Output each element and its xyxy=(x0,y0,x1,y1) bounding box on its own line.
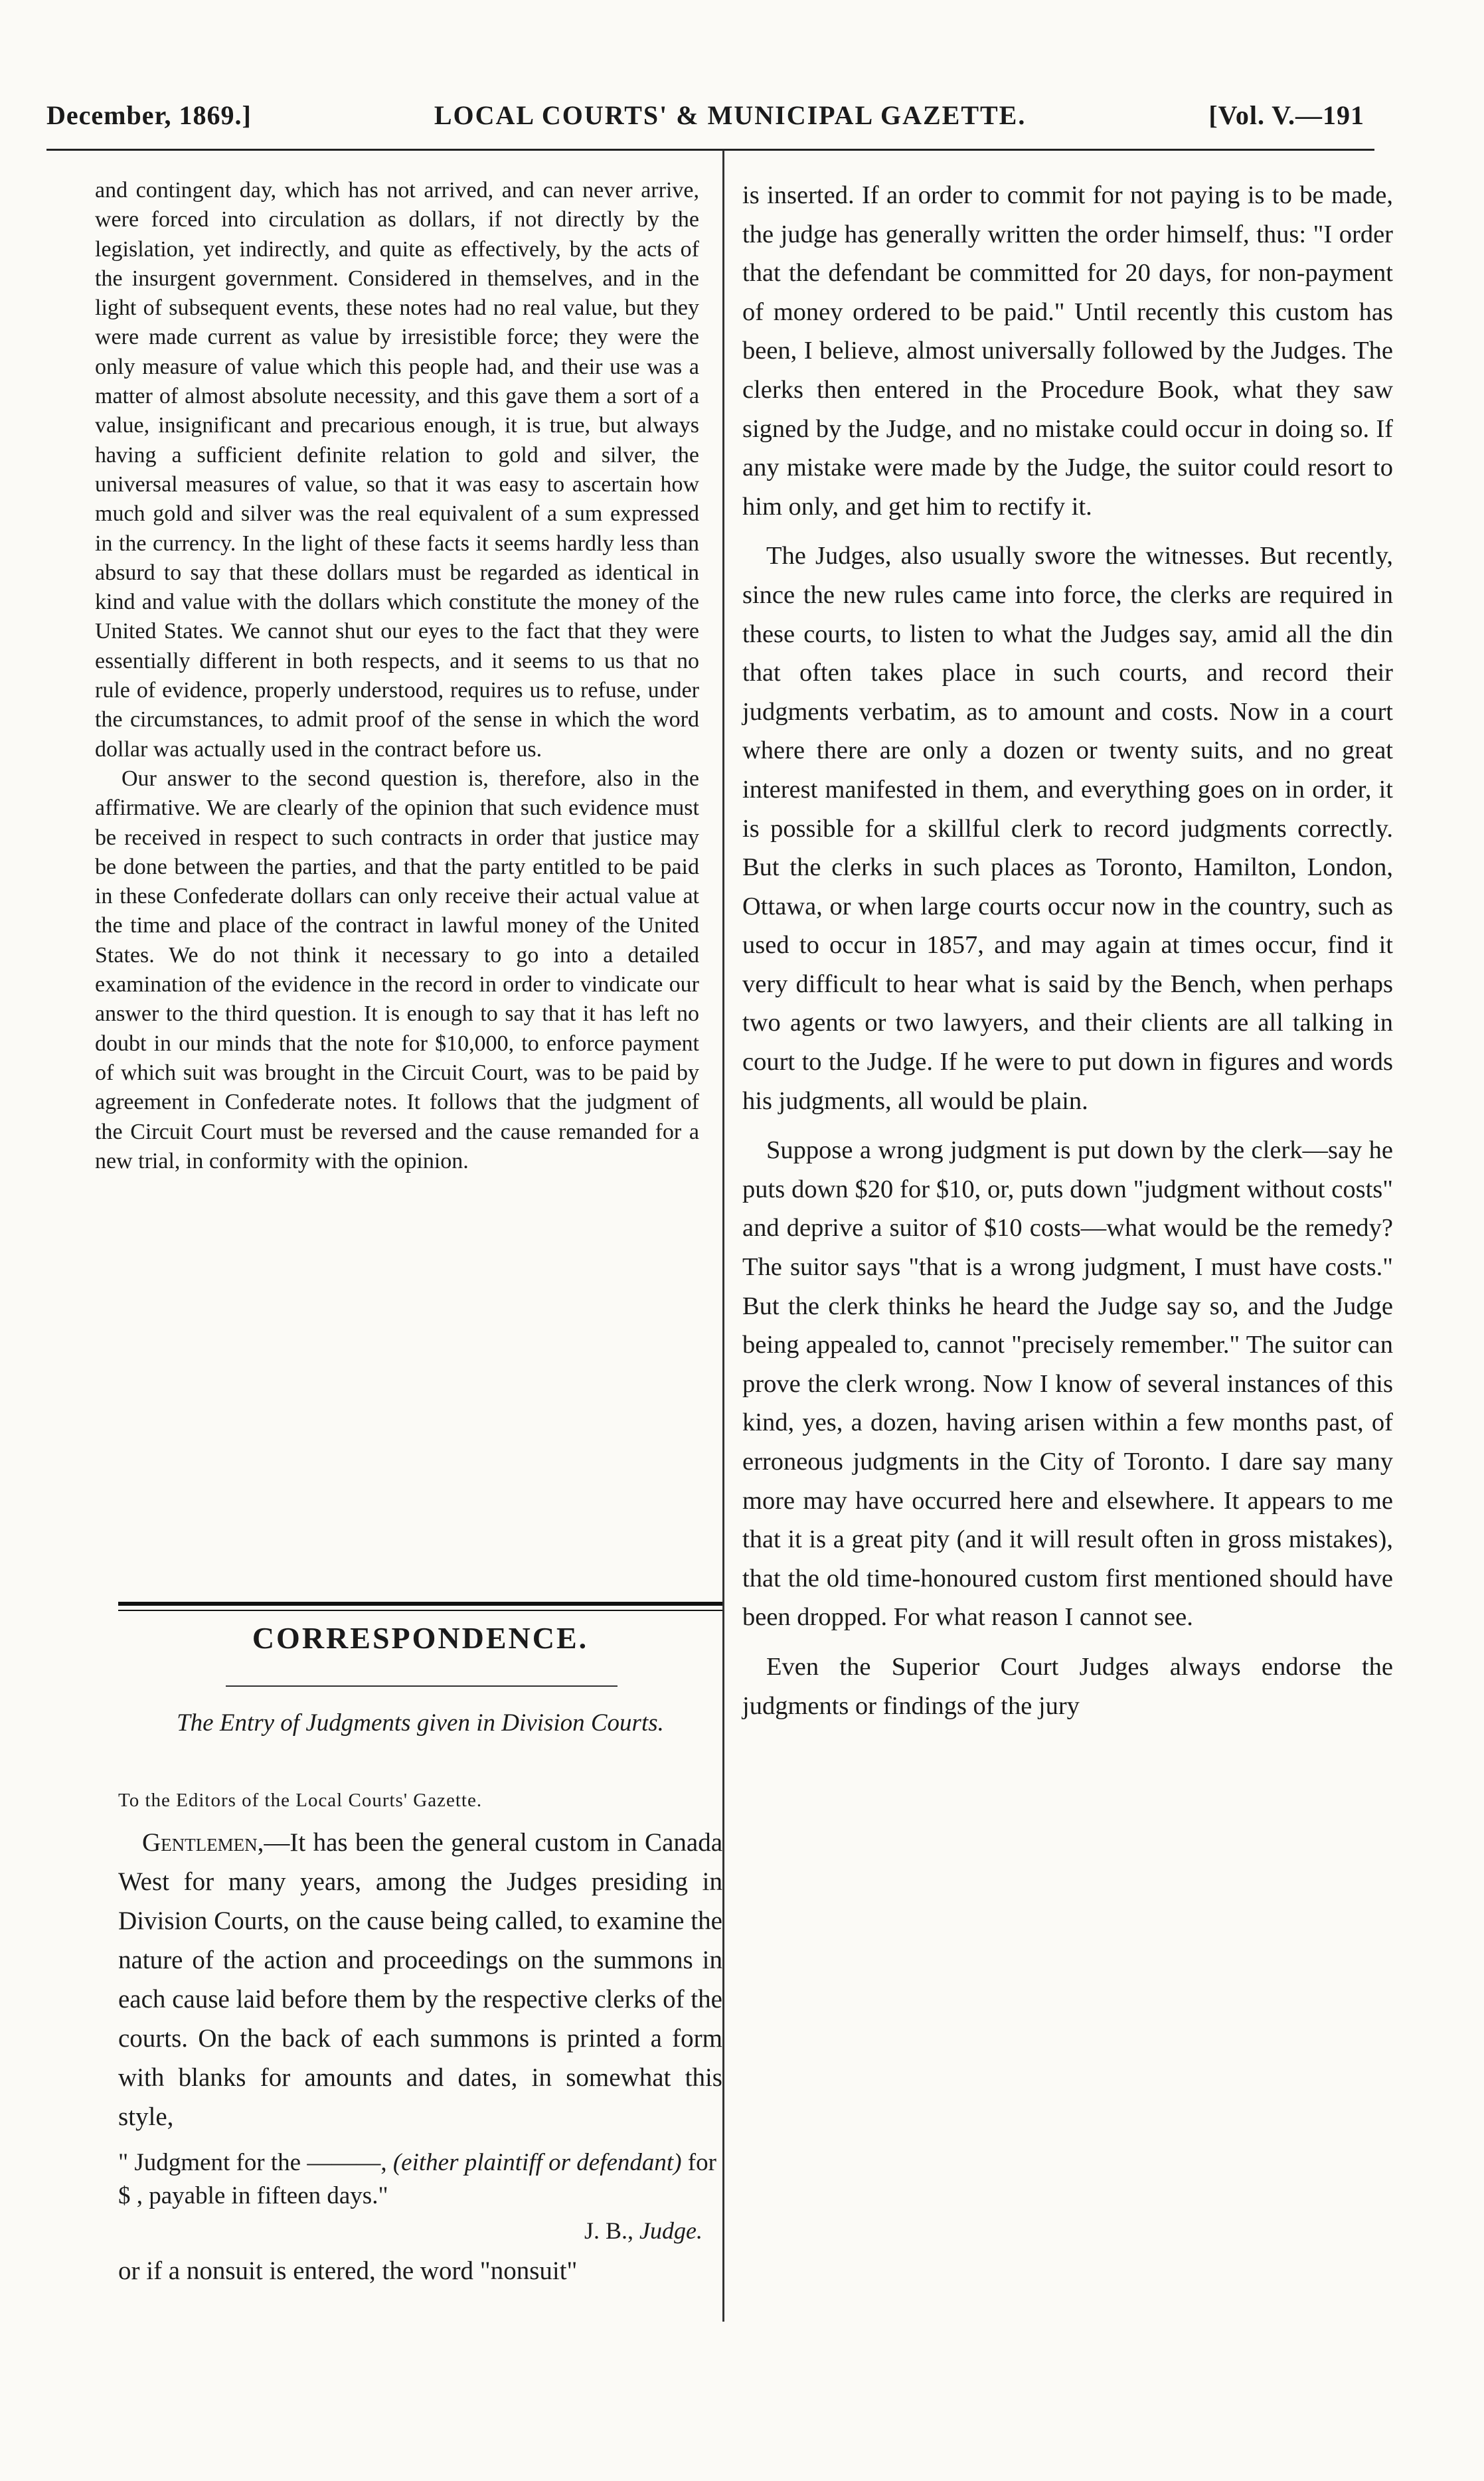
section-rule-thin xyxy=(118,1610,722,1611)
page-header xyxy=(46,100,1364,146)
heading-underline xyxy=(226,1685,618,1687)
form-italic: (either plaintiff or defendant) xyxy=(392,2149,682,2176)
right-paragraph-1: is inserted. If an order to commit for not paying is to be made, the judge has generally written the order himself, thus: "I order that the defendant be committed for 20 days, for non-payment of money ordered to be paid." Until recently this custom has been, I believe, almost universally followed by the Judges. The clerks then entered in the Procedure Book, what they saw signed by the Judge, and no mistake could occur in doing so. If any mistake were made by the Judge, the suitor could resort to him only, and get him to rectify it. xyxy=(742,181,1393,521)
right-paragraph-2: The Judges, also usually swore the witnesses. But recently, since the new rules came into force, the clerks are required in these courts, to listen to what the Judges say, amid all the din that often takes place in such courts, and record their judgments verbatim, as to amount and costs. Now in a court where there are only a dozen or twenty suits, and no great interest manifested in them, and everything goes on in order, it is possible for a skillful clerk to record judgments correctly. But the clerks in such places as Toronto, Hamilton, London, Ottawa, or when large courts occur now in the country, such as used to occur in 1857, and may again at times occur, find it very difficult to hear what is said by the Bench, when perhaps two agents or two lawyers, and their clients are all talking in court to the Judge. If he were to put down in figures and words his judgments, all would be plain. xyxy=(742,542,1393,1115)
column-divider xyxy=(722,150,724,2322)
letter-addressee: To the Editors of the Local Courts' Gazette. xyxy=(118,1790,483,1811)
left-column xyxy=(95,176,699,1176)
letter-body-text: —It has been the general custom in Canada West for many years, among the Judges presiding in Division Courts, on the cause being called, to examine the nature of the action and proceedings on the summons in each cause laid before them by the respective clerks of the courts. On the back of each summons is printed a form with blanks for amounts and dates, in somewhat this style, xyxy=(118,1828,722,2131)
letter-body xyxy=(118,1823,722,2136)
form-suffix: for $ , payable in fifteen days." xyxy=(118,2149,716,2209)
header-rule xyxy=(46,149,1374,151)
judgment-form xyxy=(118,2146,722,2213)
right-paragraph-3: Suppose a wrong judgment is put down by the clerk—say he puts down $20 for $10, or, puts down "judgment without costs" and deprive a suitor of $10 costs—what would be the remedy? The suitor says "that is a wrong judgment, I must have costs." But the clerk thinks he heard the Judge say so, and the Judge being appealed to, cannot "precisely remember." The suitor can prove the clerk wrong. Now I know of several instances of this kind, yes, a dozen, having arisen within a few months past, of erroneous judgments in the City of Toronto. I dare say many more may have occurred here and elsewhere. It appears to me that it is a great pity (and it will result often in gross mistakes), that the old time-honoured custom first mentioned should have been dropped. For what reason I cannot see. xyxy=(742,1136,1393,1632)
letter-title: The Entry of Judgments given in Division Courts. xyxy=(177,1709,664,1737)
left-paragraph-1: and contingent day, which has not arrived, and can never arrive, were forced into circulation as dollars, if not directly by the legislation, yet indirectly, and quite as effectively, by the acts of the insurgent government. Considered in themselves, and in the light of subsequent events, these notes had no real value, but they were made current as value by irresistible force; they were the only measure of value which this people had, and their use was a matter of almost absolute necessity, and this gave them a sort of a value, insignificant and precarious enough, it is true, but always having a sufficient definite relation to gold and silver, the universal measures of value, so that it was easy to ascertain how much gold and silver was the real equivalent of a sum expressed in the currency. In the light of these facts it seems hardly less than absurd to say that these dollars must be regarded as identical in kind and value with the dollars which constitute the money of the United States. We cannot shut our eyes to the fact that they were essentially different in both respects, and it seems to us that no rule of evidence, properly understood, requires us to refuse, under the circumstances, to admit proof of the sense in which the word dollar was actually used in the contract before us. xyxy=(95,178,699,762)
signature-title: Judge. xyxy=(639,2217,702,2244)
letter-continuation: or if a nonsuit is entered, the word "nonsuit" xyxy=(118,2257,578,2285)
form-signature xyxy=(118,2217,702,2245)
section-rule-thick xyxy=(118,1602,722,1606)
signature-initials: J. B., xyxy=(584,2217,634,2244)
right-column xyxy=(742,176,1393,1736)
form-prefix: " Judgment for the xyxy=(118,2149,301,2176)
form-blank: ———, xyxy=(307,2149,387,2176)
header-date: December, 1869.] xyxy=(46,100,252,130)
correspondence-heading: CORRESPONDENCE. xyxy=(252,1621,589,1655)
right-paragraph-4: Even the Superior Court Judges always endorse the judgments or findings of the jury xyxy=(742,1652,1393,1720)
header-volume: [Vol. V.—191 xyxy=(1208,100,1364,130)
letter-salutation: Gentlemen, xyxy=(142,1828,264,1857)
left-paragraph-2: Our answer to the second question is, therefore, also in the affirmative. We are clearly of the opinion that such evidence must be received in respect to such contracts in order that justice may be done between the parties, and that the party entitled to be paid in these Confederate dollars can only receive their actual value at the time and place of the contract in lawful money of the United States. We do not think it necessary to go into a detailed examination of the evidence in the record in order to vindicate our answer to the third question. It is enough to say that it has left no doubt in our minds that the note for $10,000, to enforce payment of which suit was brought in the Circuit Court, was to be paid by agreement in Confederate notes. It follows that the judgment of the Circuit Court must be reversed and the cause remanded for a new trial, in conformity with the opinion. xyxy=(95,766,699,1173)
header-title: LOCAL COURTS' & MUNICIPAL GAZETTE. xyxy=(434,100,1027,130)
